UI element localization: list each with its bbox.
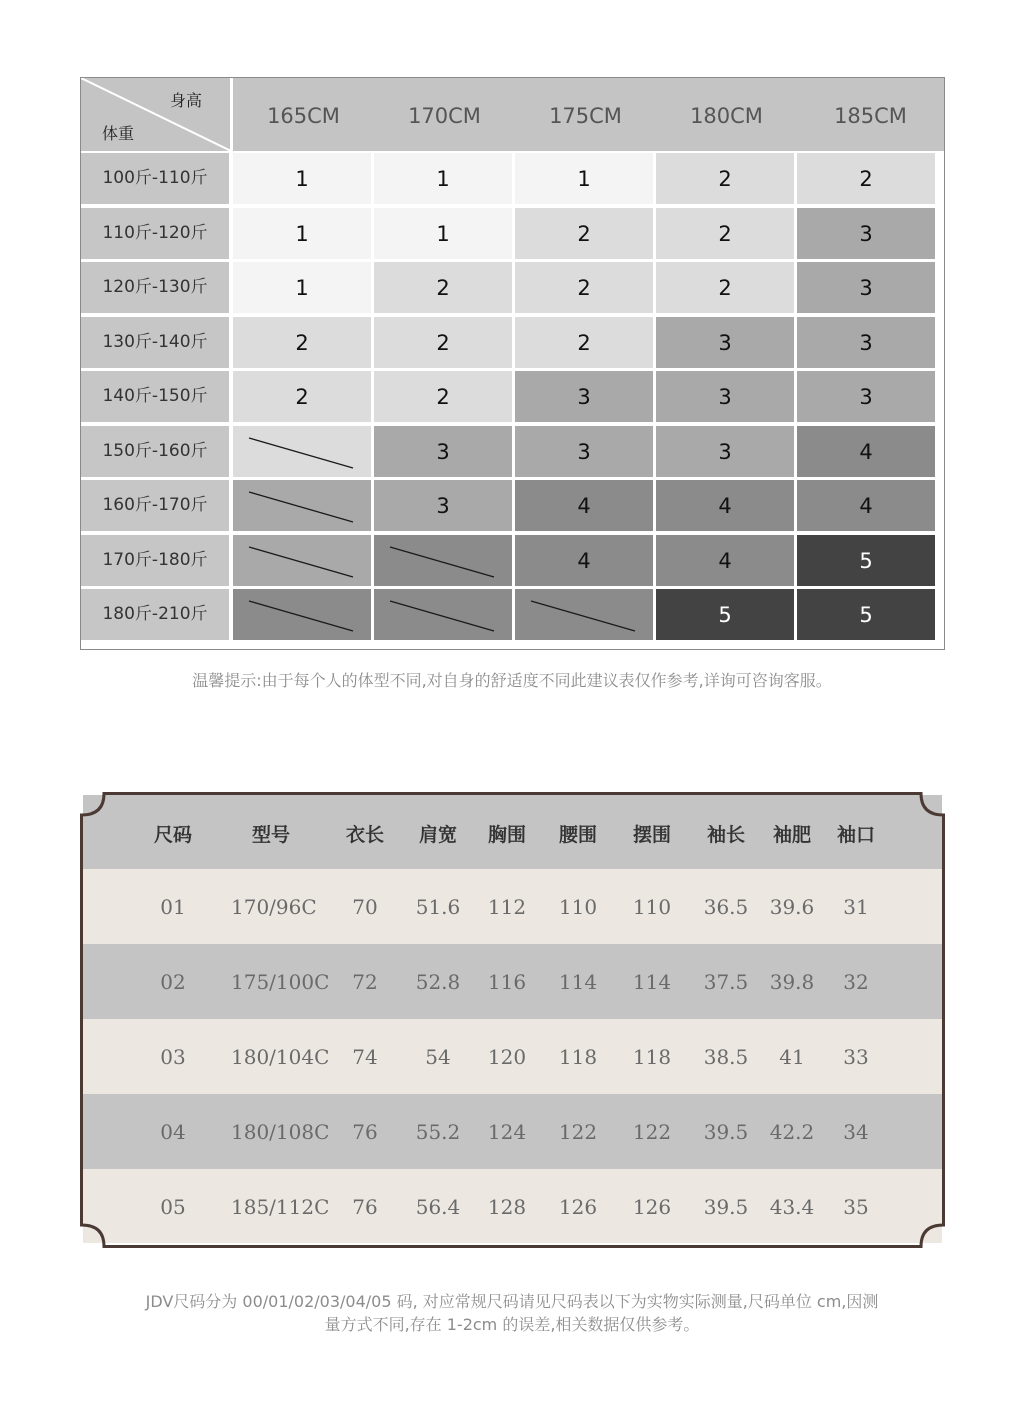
measurement-note (100, 1290, 924, 1336)
measurement-cell: 39.6 (769, 895, 815, 919)
measurement-column-header: 袖长 (706, 824, 745, 846)
recommended-size-cell: 1 (374, 208, 512, 259)
recommended-size-cell: 3 (797, 317, 935, 368)
measurement-note-line: JDV尺码分为 00/01/02/03/04/05 码, 对应常规尺码请见尺码表以下为实物实际测量,尺码单位 cm,因测 (145, 1292, 879, 1311)
recommended-size-cell: 4 (656, 535, 794, 586)
diagonal-slash-icon (374, 589, 512, 640)
recommended-size-cell: 2 (656, 262, 794, 313)
weight-row-label: 180斤-210斤 (81, 589, 229, 640)
measurement-column-header: 尺码 (153, 824, 192, 846)
measurement-cell: 72 (352, 970, 378, 994)
measurement-column-header: 胸围 (487, 824, 526, 846)
recommended-size-cell: 5 (656, 589, 794, 640)
weight-row-label: 150斤-160斤 (81, 426, 229, 477)
measurement-column-header: 腰围 (558, 824, 597, 846)
measurement-cell: 116 (487, 970, 527, 994)
table-header-row (81, 78, 944, 151)
measurement-cell: 110 (632, 895, 672, 919)
header-corner-cell (81, 78, 231, 151)
measurement-cell: 120 (487, 1045, 527, 1069)
recommended-size-cell: 2 (374, 371, 512, 422)
measurement-column-header: 衣长 (345, 824, 384, 846)
measurement-cell: 76 (352, 1120, 378, 1144)
recommended-size-cell: 2 (233, 317, 371, 368)
recommended-size-cell: 4 (656, 480, 794, 531)
measurement-cell: 37.5 (703, 970, 749, 994)
size-recommendation-table (80, 77, 945, 650)
recommended-size-cell: 1 (233, 153, 371, 204)
measurement-column-header: 摆围 (632, 824, 671, 846)
unavailable-size-cell (374, 589, 512, 640)
measurement-cell: 55.2 (415, 1120, 461, 1144)
diagonal-slash-icon (233, 589, 371, 640)
recommended-size-cell: 3 (656, 426, 794, 477)
weight-axis-label: 体重 (102, 124, 135, 143)
unavailable-size-cell (515, 589, 653, 640)
weight-row-label: 140斤-150斤 (81, 371, 229, 422)
measurement-cell: 36.5 (703, 895, 749, 919)
recommended-size-cell: 3 (797, 371, 935, 422)
measurement-cell: 126 (558, 1195, 598, 1219)
measurement-note-line: 量方式不同,存在 1-2cm 的误差,相关数据仅供参考。 (324, 1315, 700, 1334)
measurement-cell: 180/108C (231, 1120, 330, 1144)
recommended-size-cell: 2 (656, 208, 794, 259)
weight-row-label: 100斤-110斤 (81, 153, 229, 204)
measurement-cell: 04 (160, 1120, 186, 1144)
measurement-cell: 31 (843, 895, 869, 919)
measurement-cell: 126 (632, 1195, 672, 1219)
measurement-cell: 122 (558, 1120, 598, 1144)
measurement-cell: 02 (160, 970, 186, 994)
weight-row-label: 130斤-140斤 (81, 317, 229, 368)
recommended-size-cell: 4 (797, 480, 935, 531)
decorative-frame-icon (80, 792, 945, 1248)
measurement-cell: 05 (160, 1195, 186, 1219)
measurement-cell: 118 (632, 1045, 672, 1069)
recommended-size-cell: 3 (656, 371, 794, 422)
recommended-size-cell: 1 (374, 153, 512, 204)
measurement-cell: 76 (352, 1195, 378, 1219)
measurement-cell: 39.5 (703, 1120, 749, 1144)
measurement-cell: 43.4 (769, 1195, 815, 1219)
recommended-size-cell: 3 (656, 317, 794, 368)
measurement-cell: 114 (558, 970, 598, 994)
measurement-cell: 34 (843, 1120, 869, 1144)
recommended-size-cell: 2 (656, 153, 794, 204)
unavailable-size-cell (374, 535, 512, 586)
measurement-cell: 35 (843, 1195, 869, 1219)
recommended-size-cell: 1 (233, 208, 371, 259)
recommended-size-cell: 2 (515, 208, 653, 259)
measurement-cell: 118 (558, 1045, 598, 1069)
height-column-header: 175CM (549, 104, 622, 128)
measurement-cell: 128 (487, 1195, 527, 1219)
recommended-size-cell: 3 (374, 426, 512, 477)
measurement-cell: 175/100C (231, 970, 330, 994)
unavailable-size-cell (233, 535, 371, 586)
measurement-cell: 114 (632, 970, 672, 994)
unavailable-size-cell (233, 589, 371, 640)
measurement-cell: 42.2 (769, 1120, 815, 1144)
measurement-cell: 124 (487, 1120, 527, 1144)
recommended-size-cell: 4 (797, 426, 935, 477)
recommended-size-cell: 4 (515, 480, 653, 531)
diagonal-slash-icon (233, 535, 371, 586)
measurement-cell: 122 (632, 1120, 672, 1144)
measurement-cell: 39.5 (703, 1195, 749, 1219)
measurement-column-header: 肩宽 (418, 824, 457, 846)
measurement-cell: 112 (487, 895, 527, 919)
measurement-cell: 39.8 (769, 970, 815, 994)
height-column-header: 170CM (408, 104, 481, 128)
recommended-size-cell: 2 (374, 317, 512, 368)
recommended-size-cell: 2 (797, 153, 935, 204)
measurement-cell: 170/96C (231, 895, 317, 919)
measurement-cell: 74 (352, 1045, 378, 1069)
measurement-cell: 180/104C (231, 1045, 330, 1069)
recommended-size-cell: 2 (515, 262, 653, 313)
measurement-cell: 03 (160, 1045, 186, 1069)
measurement-cell: 56.4 (415, 1195, 461, 1219)
measurement-cell: 01 (160, 895, 186, 919)
recommended-size-cell: 2 (233, 371, 371, 422)
recommended-size-cell: 1 (233, 262, 371, 313)
height-axis-label: 身高 (170, 91, 203, 110)
measurement-cell: 51.6 (415, 895, 461, 919)
diagonal-slash-icon (233, 480, 371, 531)
weight-row-label: 120斤-130斤 (81, 262, 229, 313)
unavailable-size-cell (233, 426, 371, 477)
weight-row-label: 160斤-170斤 (81, 480, 229, 531)
measurement-cell: 185/112C (231, 1195, 330, 1219)
recommended-size-cell: 3 (515, 371, 653, 422)
recommended-size-cell: 2 (374, 262, 512, 313)
measurement-column-header: 袖口 (836, 824, 875, 846)
measurement-column-header: 袖肥 (772, 824, 811, 846)
diagonal-slash-icon (233, 426, 371, 477)
height-column-header: 180CM (690, 104, 763, 128)
height-column-header: 165CM (267, 104, 340, 128)
recommended-size-cell: 5 (797, 535, 935, 586)
recommended-size-cell: 2 (515, 317, 653, 368)
recommended-size-cell: 1 (515, 153, 653, 204)
recommended-size-cell: 3 (797, 208, 935, 259)
diagonal-slash-icon (374, 535, 512, 586)
measurement-cell: 33 (843, 1045, 869, 1069)
recommended-size-cell: 3 (797, 262, 935, 313)
measurement-cell: 41 (779, 1045, 805, 1069)
recommendation-note: 温馨提示:由于每个人的体型不同,对自身的舒适度不同此建议表仅作参考,详询可咨询客服。 (192, 671, 832, 690)
weight-row-label: 170斤-180斤 (81, 535, 229, 586)
measurement-cell: 54 (425, 1045, 451, 1069)
recommended-size-cell: 3 (515, 426, 653, 477)
measurement-cell: 110 (558, 895, 598, 919)
measurement-table (80, 792, 945, 1248)
measurement-column-header: 型号 (251, 824, 290, 846)
unavailable-size-cell (233, 480, 371, 531)
recommended-size-cell: 5 (797, 589, 935, 640)
measurement-cell: 38.5 (703, 1045, 749, 1069)
height-column-header: 185CM (834, 104, 907, 128)
recommended-size-cell: 4 (515, 535, 653, 586)
measurement-cell: 70 (352, 895, 378, 919)
measurement-cell: 32 (843, 970, 869, 994)
diagonal-slash-icon (515, 589, 653, 640)
measurement-cell: 52.8 (415, 970, 461, 994)
weight-row-label: 110斤-120斤 (81, 208, 229, 259)
recommended-size-cell: 3 (374, 480, 512, 531)
